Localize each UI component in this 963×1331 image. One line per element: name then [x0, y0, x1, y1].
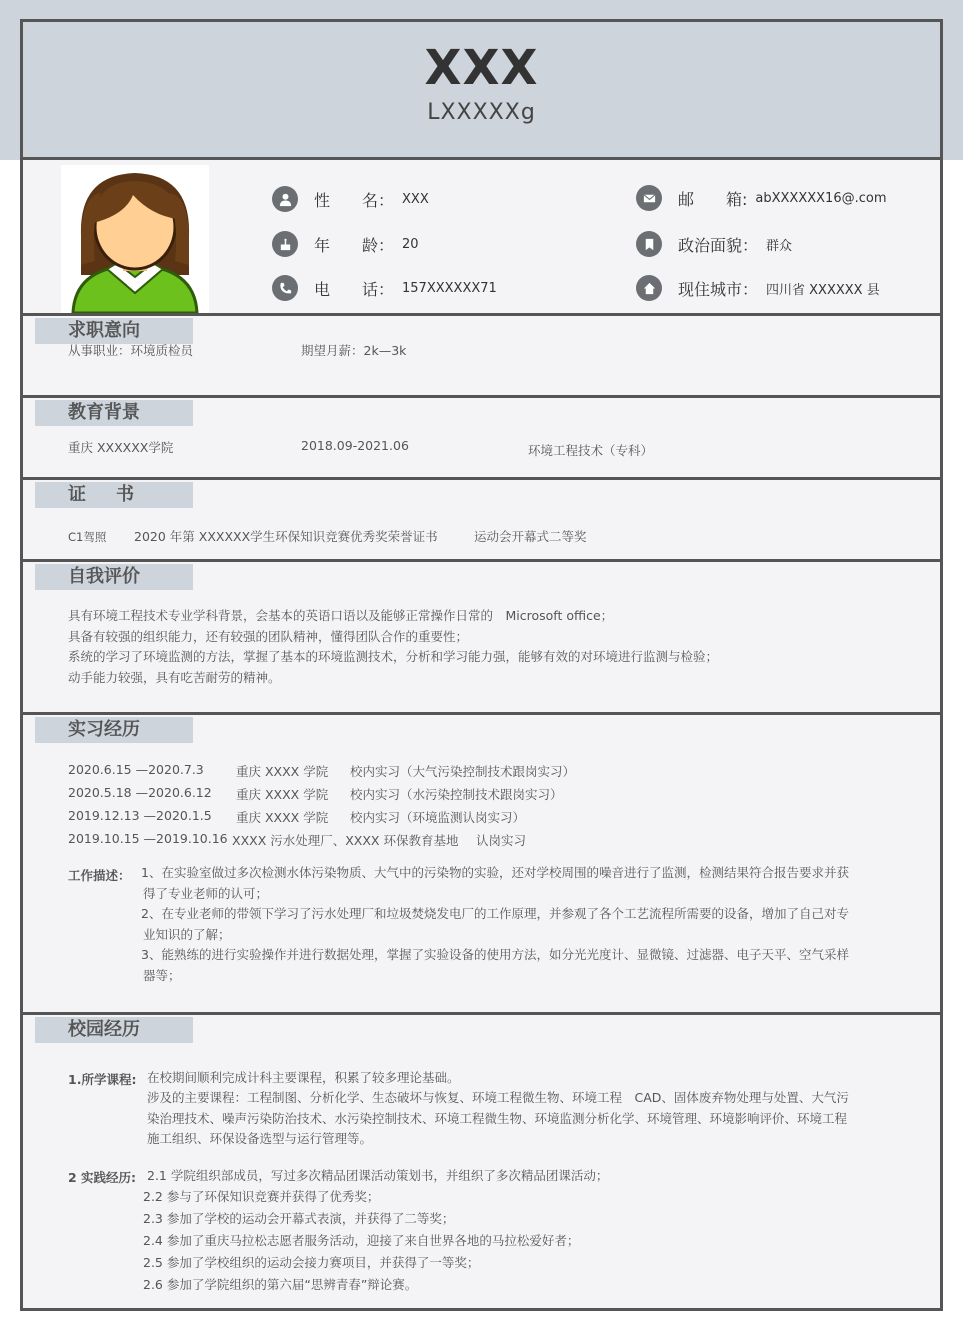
practice-line: 2.6 参加了学院组织的第六届“思辨青春”辩论赛。 — [143, 1277, 418, 1292]
self-eval-line: 系统的学习了环境监测的方法，掌握了基本的环境监测技术，分析和学习能力强，能够有效的对环境进行监测与检验； — [68, 649, 719, 664]
person-icon — [272, 186, 298, 212]
mail-icon — [636, 185, 662, 211]
section-title: 自我评价 — [35, 564, 193, 590]
work-line: 得了专业老师的认可； — [143, 885, 269, 901]
city-label: 现住城市： — [678, 279, 759, 299]
name-label: 性 名： — [314, 190, 395, 210]
resume-header — [23, 22, 940, 160]
info-age — [272, 230, 419, 258]
intern-place: 重庆 XXXX 学院 — [236, 764, 329, 779]
bookmark-icon — [636, 231, 662, 257]
avatar-illustration — [61, 165, 209, 313]
intern-date: 2020.6.15 —2020.7.3 — [68, 762, 204, 777]
cake-icon — [272, 231, 298, 257]
avatar-photo — [61, 165, 209, 313]
info-email — [636, 184, 887, 212]
resume-page — [20, 19, 943, 1311]
age-value: 20 — [402, 236, 419, 252]
section-title: 求职意向 — [35, 318, 193, 344]
intern-date: 2019.12.13 —2020.1.5 — [68, 808, 212, 823]
intern-desc: 校内实习（水污染控制技术跟岗实习） — [350, 787, 563, 802]
certificate-item: C1驾照 — [68, 530, 107, 544]
work-line: 业知识的了解； — [143, 926, 231, 942]
info-politics — [636, 230, 792, 258]
section-campus — [23, 1012, 940, 1308]
home-icon — [636, 275, 662, 301]
section-job-intent — [23, 313, 940, 393]
intern-place: XXXX 污水处理厂、XXXX 环保教育基地 — [232, 833, 459, 848]
work-line: 2、在专业老师的带领下学习了污水处理厂和垃圾焚烧发电厂的工作原理，并参观了各个工艺流程所需要的设备，增加了自己对专 — [141, 906, 849, 921]
intern-place: 重庆 XXXX 学院 — [236, 810, 329, 825]
city-value: 四川省 XXXXXX 县 — [766, 282, 880, 298]
section-self-eval — [23, 559, 940, 709]
course-line: 涉及的主要课程：工程制图、分析化学、生态破坏与恢复、环境工程微生物、环境工程 CAD、固体废弃物处理与处置、大气污 — [147, 1090, 849, 1105]
major-text: 环境工程技术（专科） — [528, 443, 654, 458]
candidate-subtitle: LXXXXXg — [427, 100, 536, 125]
section-internship — [23, 712, 940, 1010]
name-value: XXX — [402, 191, 429, 207]
age-label: 年 龄： — [314, 235, 395, 255]
practice-first-line: 2.1 学院组织部成员，写过多次精品团课活动策划书，并组织了多次精品团课活动； — [147, 1168, 609, 1183]
practice-line: 2.4 参加了重庆马拉松志愿者服务活动，迎接了来自世界各地的马拉松爱好者； — [143, 1233, 580, 1248]
section-title: 证 书 — [35, 482, 193, 508]
practice-line: 2.2 参与了环保知识竞赛并获得了优秀奖； — [143, 1189, 380, 1204]
phone-label: 电 话： — [314, 279, 395, 299]
course-line: 染治理技术、噪声污染防治技术、水污染控制技术、环境工程微生物、环境监测分析化学、环境管理、环境影响评价、环境工程 — [147, 1110, 848, 1126]
occupation-text: 从事职业：环境质检员 — [68, 343, 194, 358]
politics-label: 政治面貌： — [678, 235, 759, 255]
intern-place: 重庆 XXXX 学院 — [236, 787, 329, 802]
info-phone — [272, 274, 497, 302]
section-title: 教育背景 — [35, 400, 193, 426]
email-value[interactable]: abXXXXXX16@.com — [755, 190, 887, 206]
self-eval-line: 具备有较强的组织能力，还有较强的团队精神，懂得团队合作的重要性； — [68, 628, 469, 644]
intern-date: 2019.10.15 —2019.10.16 — [68, 831, 228, 846]
intern-desc: 校内实习（环境监测认岗实习） — [350, 810, 526, 825]
intern-desc: 校内实习（大气污染控制技术跟岗实习） — [350, 764, 576, 779]
candidate-name: XXX — [424, 40, 539, 96]
section-title: 校园经历 — [35, 1017, 193, 1043]
self-eval-line: 动手能力较强，具有吃苦耐劳的精神。 — [68, 669, 281, 685]
email-label: 邮 箱: — [678, 189, 748, 209]
work-line: 器等； — [143, 967, 181, 983]
intern-desc: 认岗实习 — [476, 833, 527, 848]
phone-value: 157XXXXXX71 — [402, 280, 497, 296]
practice-label: 2 实践经历: — [68, 1170, 137, 1185]
phone-icon — [272, 275, 298, 301]
self-eval-line: 具有环境工程技术专业学科背景，会基本的英语口语以及能够正常操作日常的 Microsoft office； — [68, 608, 614, 623]
work-description — [141, 863, 901, 986]
info-name — [272, 185, 429, 213]
salary-text: 期望月薪：2k—3k — [301, 343, 407, 358]
certificate-item: 运动会开幕式二等奖 — [474, 529, 587, 544]
section-certificates — [23, 477, 940, 557]
practice-line: 2.3 参加了学校的运动会开幕式表演，并获得了二等奖； — [143, 1211, 455, 1226]
course-list — [147, 1088, 907, 1150]
course-label: 1.所学课程: — [68, 1072, 137, 1087]
section-title: 实习经历 — [35, 717, 193, 743]
practice-list — [143, 1186, 903, 1296]
work-label: 工作描述： — [68, 868, 131, 883]
school-text: 重庆 XXXXXX学院 — [68, 440, 174, 455]
self-eval-text — [68, 606, 918, 688]
course-line: 施工组织、环保设备选型与运行管理等。 — [147, 1131, 373, 1146]
intern-date: 2020.5.18 —2020.6.12 — [68, 785, 212, 800]
work-line: 3、能熟练的进行实验操作并进行数据处理，掌握了实验设备的使用方法，如分光光度计、显微镜、过滤器、电子天平、空气采样 — [141, 947, 849, 962]
period-text: 2018.09-2021.06 — [301, 438, 409, 453]
practice-line: 2.5 参加了学校组织的运动会接力赛项目，并获得了一等奖； — [143, 1255, 480, 1270]
work-line: 1、在实验室做过多次检测水体污染物质、大气中的污染物的实验，还对学校周围的噪音进行了监测，检测结果符合报告要求并获 — [141, 865, 849, 880]
politics-value: 群众 — [766, 238, 793, 254]
certificate-item: 2020 年第 XXXXXX学生环保知识竞赛优秀奖荣誉证书 — [134, 529, 438, 544]
section-education — [23, 395, 940, 475]
info-city — [636, 274, 880, 302]
course-first-line: 在校期间顺利完成计科主要课程，积累了较多理论基础。 — [147, 1070, 460, 1085]
